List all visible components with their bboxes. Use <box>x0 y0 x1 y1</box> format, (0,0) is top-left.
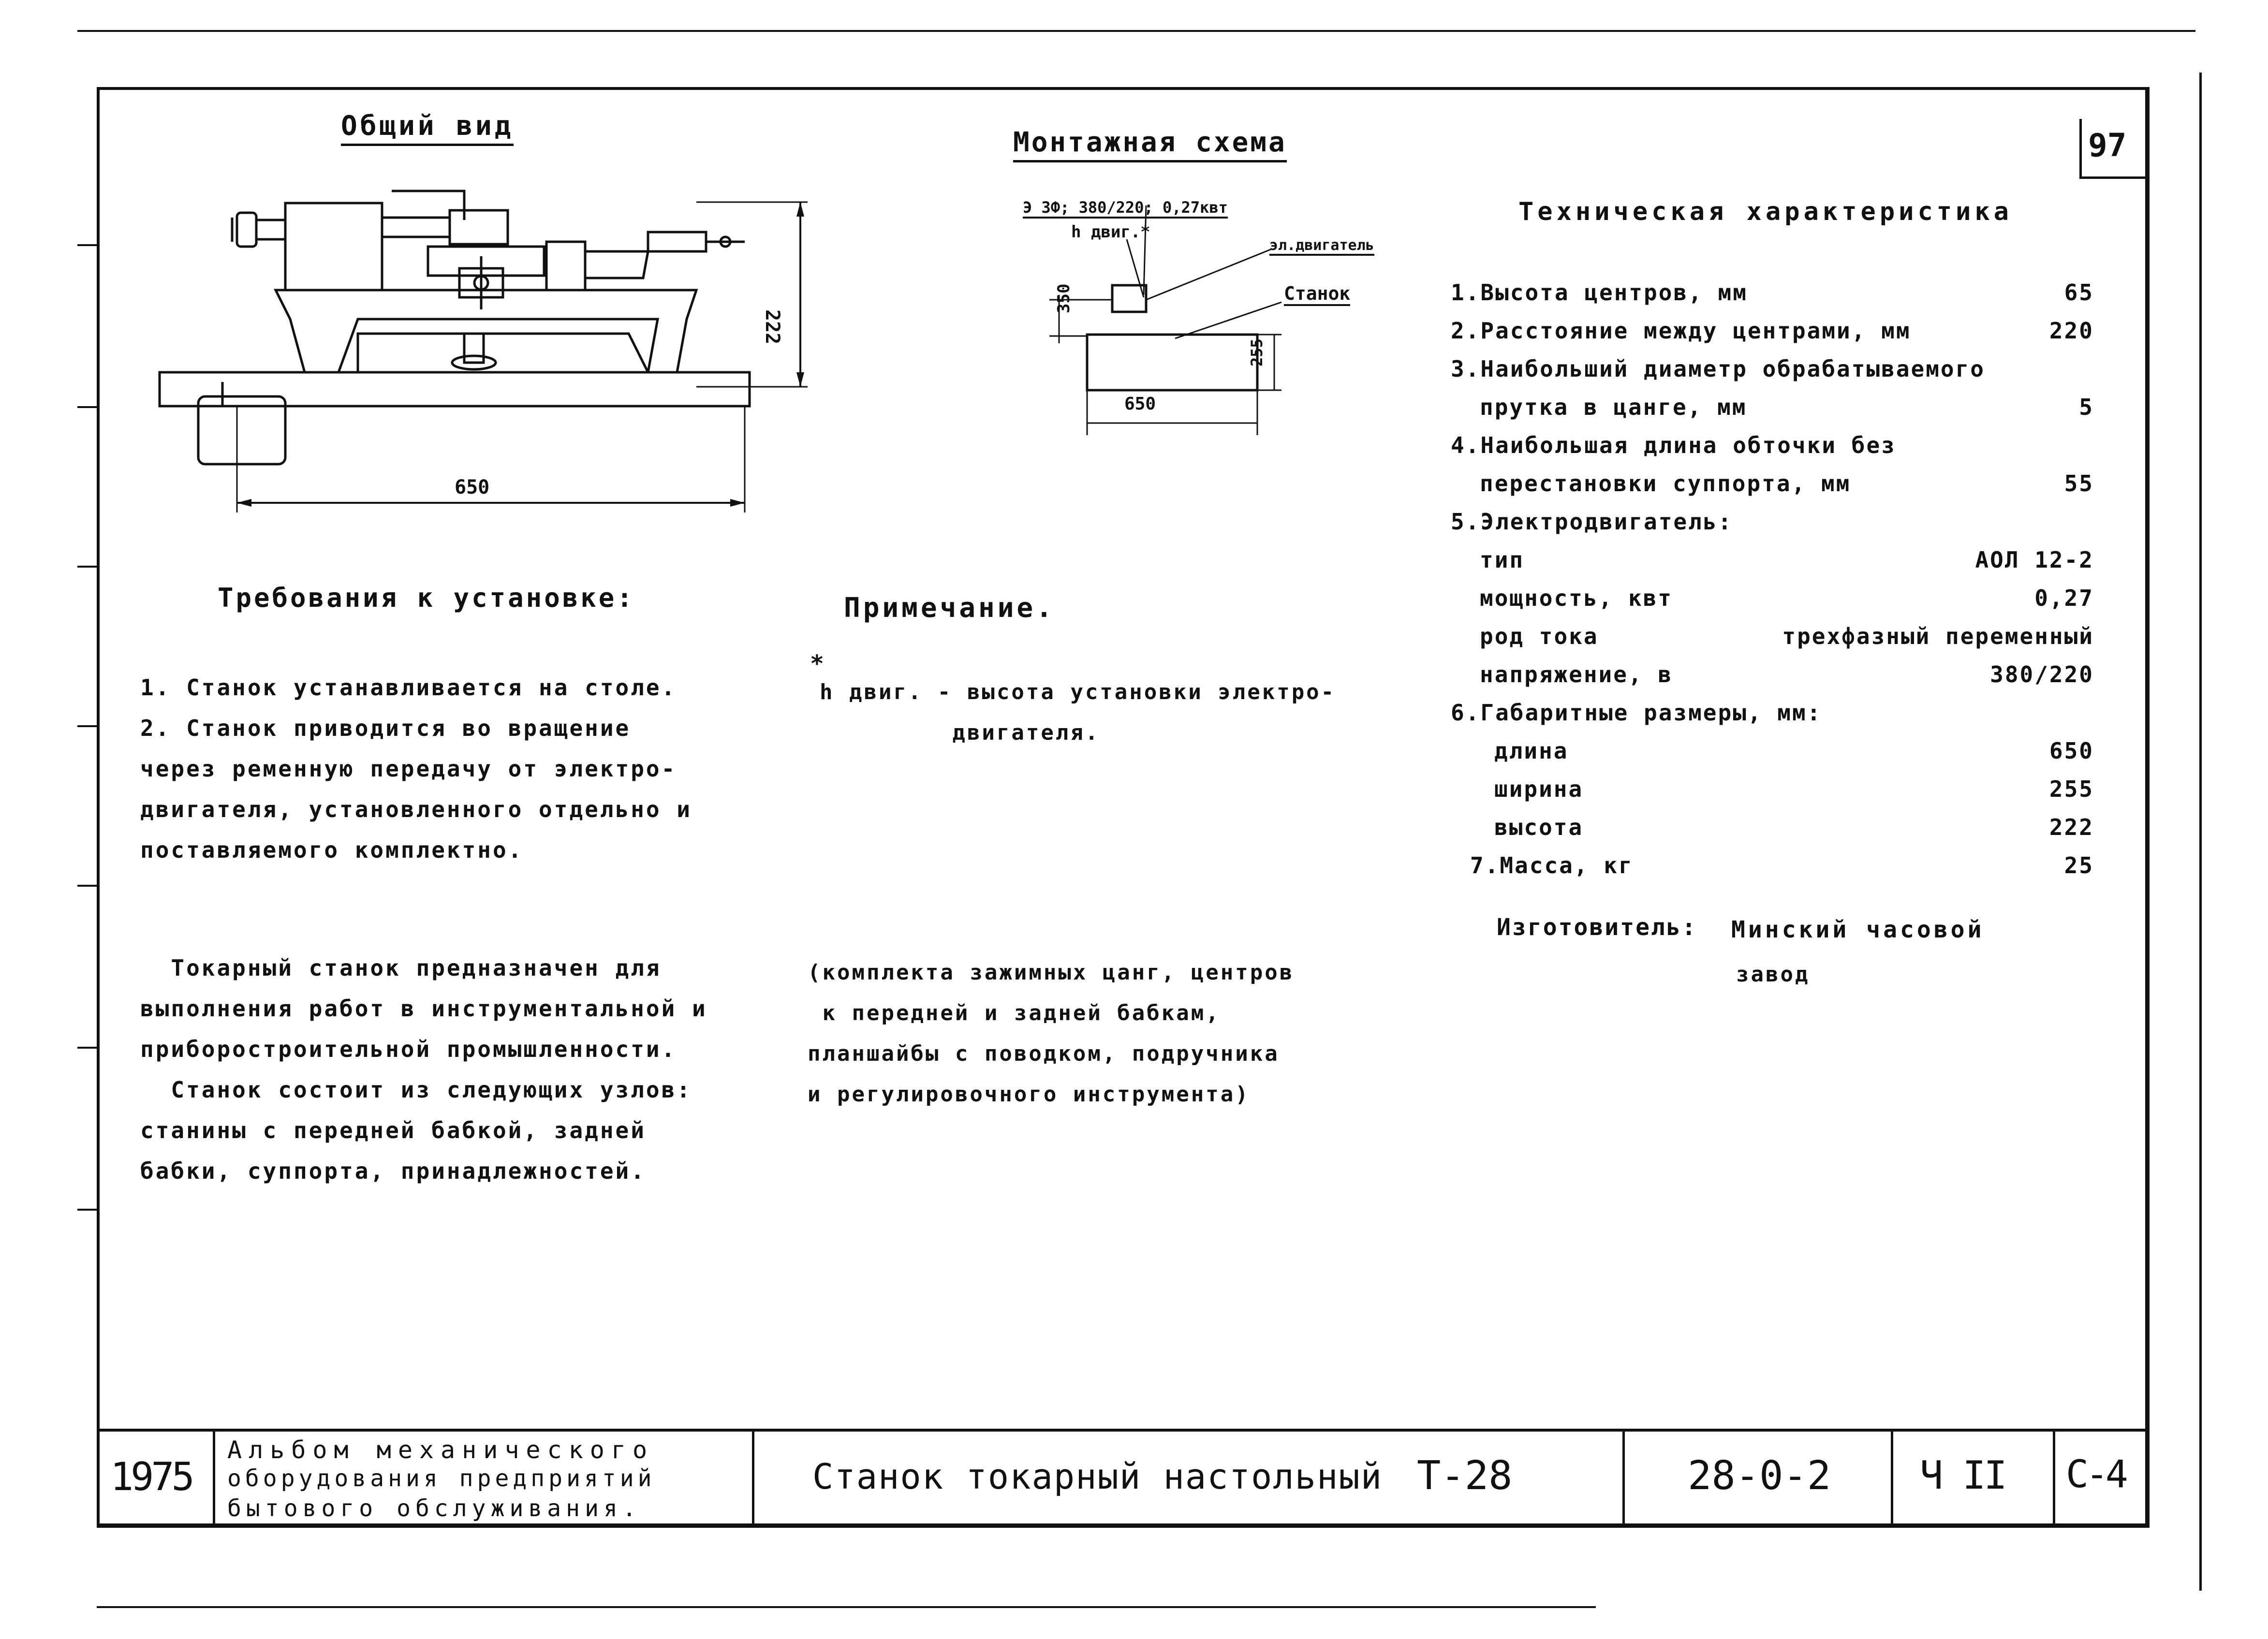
spec-value: 220 <box>2049 318 2094 344</box>
specs-title: Техническая характеристика <box>1518 197 2013 226</box>
bottom-trim-line <box>97 1606 1596 1608</box>
spec-label: 6.Габаритные размеры, мм: <box>1451 700 1822 726</box>
margin-tick <box>77 725 97 727</box>
general-view-title: Общий вид <box>341 110 514 146</box>
spec-label: длина <box>1494 738 1569 764</box>
spec-value: 222 <box>2049 814 2094 840</box>
spec-label: 5.Электродвигатель: <box>1451 509 1733 535</box>
top-trim-line <box>77 30 2195 32</box>
spec-value: 5 <box>2079 394 2094 420</box>
page-number: 97 <box>2088 127 2127 164</box>
part-number: Ч II <box>1920 1453 2005 1498</box>
margin-tick <box>77 1047 97 1049</box>
note-text: h двиг. - высота установки электро- двигателя. <box>820 680 1336 745</box>
spec-label: 3.Наибольший диаметр обрабатываемого <box>1451 356 1985 382</box>
spec-row <box>1451 814 2094 853</box>
album-line-3: бытового обслуживания. <box>227 1495 641 1522</box>
album-line-2: оборудования предприятий <box>227 1465 656 1492</box>
spec-row <box>1451 547 2094 585</box>
spec-label: тип <box>1480 547 1525 573</box>
spec-row <box>1451 623 2094 662</box>
manufacturer-plant: завод <box>1736 962 1810 987</box>
item-name: Станок токарный настольный <box>812 1456 1383 1497</box>
spec-label: прутка в цанге, мм <box>1480 394 1747 420</box>
spec-row <box>1451 432 2094 471</box>
margin-tick <box>77 406 97 408</box>
spec-row <box>1451 776 2094 815</box>
spec-value: 255 <box>2049 776 2094 802</box>
album-line-1: Альбом механического <box>227 1436 654 1464</box>
mounting-350-dimension: 350 <box>1054 283 1074 313</box>
manufacturer-label: Изготовитель: <box>1497 914 1697 941</box>
accessories-text: (комплекта зажимных цанг, центров к передней и задней бабкам, планшайбы с поводком, подручника и регулировочного инструмента) <box>808 960 1295 1107</box>
spec-row <box>1451 279 2094 318</box>
spec-row <box>1451 470 2094 509</box>
mounting-scheme-title: Монтажная схема <box>1013 127 1287 162</box>
power-supply-label: Э 3Ф; 380/220; 0,27квт <box>1023 198 1228 219</box>
spec-value: 0,27 <box>2034 585 2094 611</box>
spec-label: напряжение, в <box>1480 661 1673 688</box>
year: 1975 <box>110 1454 192 1499</box>
spec-label: перестановки суппорта, мм <box>1480 470 1851 497</box>
installation-text: 1. Станок устанавливается на столе. 2. Станок приводится во вращение через ременную передачу от электро- двигателя, установленного отдельно и поставляемого комплектно. <box>140 674 692 863</box>
lathe-general-view-drawing <box>145 174 851 532</box>
spec-row <box>1451 700 2094 738</box>
spec-value: 25 <box>2064 852 2094 878</box>
margin-tick <box>77 885 97 887</box>
sheet-code: С-4 <box>2066 1453 2125 1496</box>
spec-label: род тока <box>1480 623 1599 649</box>
spec-row <box>1451 509 2094 547</box>
spec-label: 4.Наибольшая длина обточки без <box>1451 432 1896 458</box>
spec-value: 380/220 <box>1990 661 2094 688</box>
margin-tick <box>77 1209 97 1211</box>
spec-value: 55 <box>2064 470 2094 497</box>
spec-label: 2.Расстояние между центрами, мм <box>1451 318 1911 344</box>
motor-label: эл.двигатель <box>1269 237 1374 256</box>
machine-label: Станок <box>1284 283 1350 306</box>
spec-value: 650 <box>2049 738 2094 764</box>
note-asterisk: * <box>810 650 824 677</box>
spec-value: АОЛ 12-2 <box>1975 547 2094 573</box>
spec-row <box>1451 661 2094 700</box>
spec-row <box>1451 394 2094 433</box>
spec-label: 1.Высота центров, мм <box>1451 279 1748 306</box>
installation-title: Требования к установке: <box>218 583 635 613</box>
mounting-650-dimension: 650 <box>1124 394 1156 414</box>
general-view-height-dimension: 222 <box>761 309 783 345</box>
spec-value: трехфазный переменный <box>1782 623 2094 649</box>
spec-row <box>1451 585 2094 624</box>
spec-label: ширина <box>1494 776 1584 802</box>
drawing-code: 28-0-2 <box>1688 1453 1831 1499</box>
spec-label: 7.Масса, кг <box>1470 852 1634 878</box>
spec-value: 65 <box>2064 279 2094 306</box>
spec-row <box>1451 852 2094 891</box>
model-number: Т-28 <box>1417 1453 1513 1499</box>
spec-row <box>1451 356 2094 395</box>
spec-row <box>1451 738 2094 776</box>
spec-label: мощность, квт <box>1480 585 1673 611</box>
motor-height-label: h двиг.* <box>1071 222 1150 242</box>
margin-tick <box>77 244 97 246</box>
description-text: Токарный станок предназначен для выполнения работ в инструментальной и приборостроительной промышленности. Станок состоит из следующих узлов: станины с передней бабкой, задней бабки, суппорта, принадлежностей. <box>140 955 707 1184</box>
margin-tick <box>77 566 97 568</box>
mounting-scheme-drawing <box>1030 203 1407 445</box>
general-view-length-dimension: 650 <box>455 476 490 498</box>
manufacturer-name: Минский часовой <box>1731 916 1985 943</box>
mounting-255-dimension: 255 <box>1248 338 1266 366</box>
spec-row <box>1451 318 2094 356</box>
note-title: Примечание. <box>844 592 1055 624</box>
spec-label: высота <box>1494 814 1584 840</box>
right-trim-line <box>2199 73 2202 1591</box>
